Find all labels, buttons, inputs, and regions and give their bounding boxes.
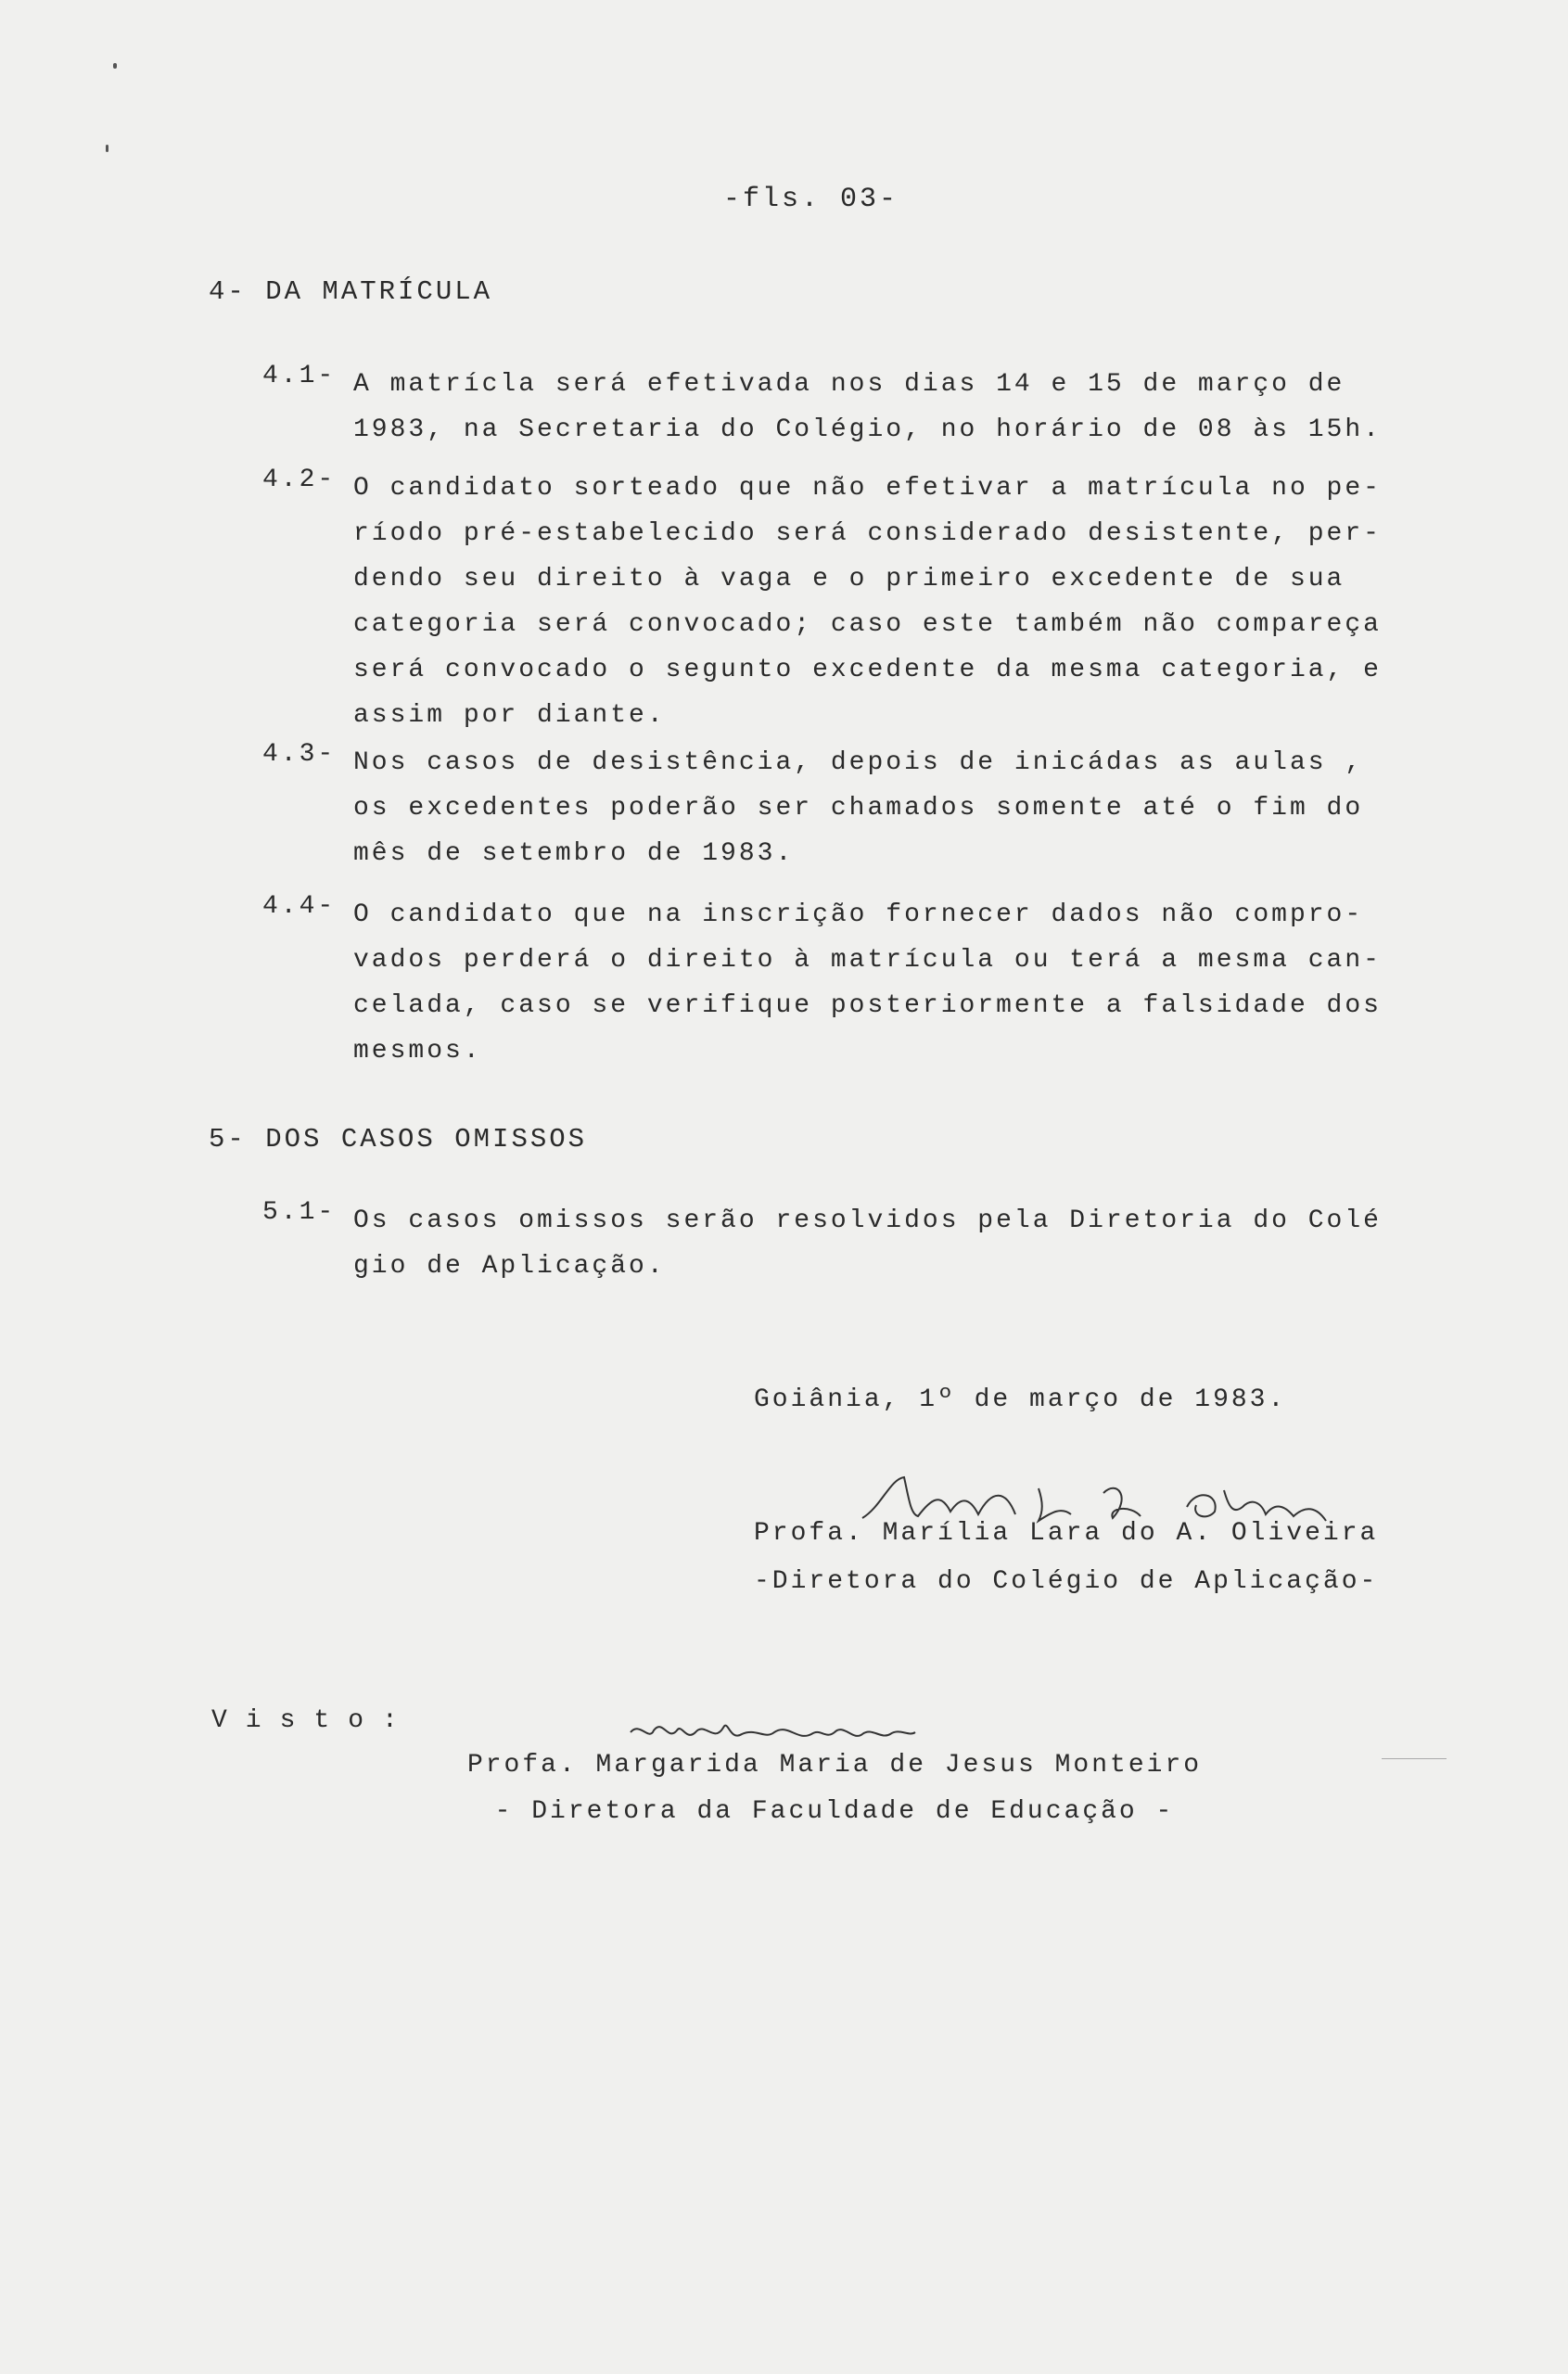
clause-number: 4.2-	[262, 466, 337, 494]
director-title: -Diretora do Colégio de Aplicação-	[754, 1567, 1379, 1596]
text-line: celada, caso se verifique posteriormente a falsidade dos	[353, 991, 1382, 1020]
section-5-title: 5- DOS CASOS OMISSOS	[209, 1124, 588, 1155]
text-line: gio de Aplicação.	[353, 1252, 666, 1281]
text-line: ríodo pré-estabelecido será considerado desistente, per-	[353, 519, 1382, 548]
text-line: vados perderá o direito à matrícula ou terá a mesma can-	[353, 946, 1382, 975]
clause-number: 4.3-	[262, 740, 337, 769]
clause-number: 5.1-	[262, 1198, 337, 1227]
text-line: A matrícla será efetivada nos dias 14 e 15 de março de	[353, 370, 1345, 399]
visto-label: Visto:	[211, 1706, 416, 1735]
text-line: mesmos.	[353, 1037, 482, 1066]
dean-name: Profa. Margarida Maria de Jesus Monteiro	[466, 1751, 1203, 1780]
punch-mark	[113, 63, 117, 69]
clause-number: 4.4-	[262, 892, 337, 921]
text-line: mês de setembro de 1983.	[353, 839, 795, 868]
director-name: Profa. Marília Lara do A. Oliveira	[754, 1519, 1379, 1548]
text-line: Nos casos de desistência, depois de inicádas as aulas ,	[353, 748, 1364, 777]
text-line: O candidato que na inscrição fornecer dados não compro-	[353, 900, 1364, 929]
clause-text	[353, 1198, 1486, 1289]
dean-signature	[626, 1714, 923, 1751]
place-date: Goiânia, 1º de março de 1983.	[754, 1385, 1287, 1414]
clause-text	[353, 740, 1486, 876]
clause-number: 4.1-	[262, 362, 337, 390]
text-line: O candidato sorteado que não efetivar a matrícula no pe-	[353, 474, 1382, 503]
folio-number: -fls. 03-	[723, 184, 899, 215]
dean-title: - Diretora da Faculdade de Educação -	[494, 1797, 1175, 1826]
text-line: será convocado o segunto excedente da mesma categoria, e	[353, 656, 1382, 684]
text-line: dendo seu direito à vaga e o primeiro excedente de sua	[353, 565, 1345, 594]
punch-mark	[106, 145, 108, 152]
clause-text	[353, 362, 1486, 453]
text-line: 1983, na Secretaria do Colégio, no horário de 08 às 15h.	[353, 415, 1382, 444]
text-line: categoria será convocado; caso este também não compareça	[353, 610, 1382, 639]
section-4-title: 4- DA MATRÍCULA	[209, 276, 493, 307]
text-line: Os casos omissos serão resolvidos pela Diretoria do Colé	[353, 1206, 1382, 1235]
text-line: os excedentes poderão ser chamados somente até o fim do	[353, 794, 1364, 823]
clause-text	[353, 466, 1486, 738]
clause-text	[353, 892, 1486, 1074]
divider	[1382, 1758, 1447, 1759]
text-line: assim por diante.	[353, 701, 666, 730]
